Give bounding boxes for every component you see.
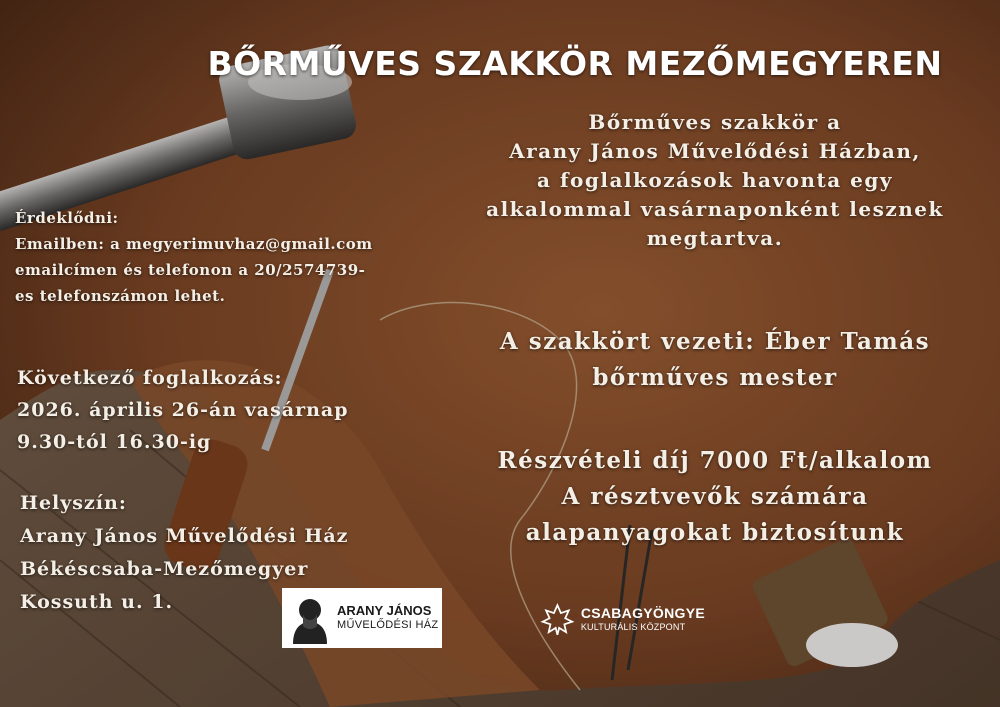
next-line: Következő foglalkozás: (17, 367, 283, 389)
leader-text (450, 324, 980, 396)
intro-line: megtartva. (646, 226, 784, 250)
logo-arany-line1: ARANY JÁNOS (337, 603, 432, 618)
portrait-icon (287, 592, 333, 644)
place-line: Arany János Művelődési Ház (20, 525, 349, 547)
place-line: Kossuth u. 1. (20, 591, 174, 613)
intro-text (450, 108, 980, 253)
fee-line: Részvételi díj 7000 Ft/alkalom (497, 447, 933, 474)
intro-line: a foglalkozások havonta egy (537, 168, 893, 192)
next-line: 2026. április 26-án vasárnap (17, 399, 349, 421)
contact-info (15, 205, 373, 309)
leader-line: A szakkört vezeti: Éber Tamás (499, 328, 931, 355)
contact-line: es telefonszámon lehet. (15, 287, 226, 305)
csabagyongye-logo (540, 597, 705, 643)
logo-csaba-line1: CSABAGYÖNGYE (580, 605, 705, 621)
contact-line: Érdeklődni: (15, 209, 119, 227)
contact-line: Emailben: a megyerimuvhaz@gmail.com (15, 235, 373, 253)
fee-line: alapanyagokat biztosítunk (525, 519, 905, 546)
page-title: BŐRMŰVES SZAKKÖR MEZŐMEGYEREN (207, 44, 943, 83)
leader-line: bőrműves mester (592, 364, 838, 391)
next-line: 9.30-tól 16.30-ig (17, 431, 212, 453)
logo-csaba-line2: KULTURÁLIS KÖZPONT (580, 622, 686, 632)
fee-line: A résztvevők számára (561, 483, 869, 510)
intro-line: Arany János Művelődési Házban, (509, 139, 921, 163)
logo-arany-line2: MŰVELŐDÉSI HÁZ (337, 619, 439, 631)
intro-line: Bőrműves szakkör a (588, 110, 842, 134)
place-line: Békéscsaba-Mezőmegyer (20, 558, 309, 580)
fee-text (450, 443, 980, 551)
arany-janos-logo (282, 588, 442, 648)
next-session (17, 362, 349, 458)
leaf-icon (540, 600, 575, 640)
intro-line: alkalommal vasárnaponként lesznek (486, 197, 944, 221)
place-line: Helyszín: (20, 492, 127, 514)
contact-line: emailcímen és telefonon a 20/2574739- (15, 261, 366, 279)
